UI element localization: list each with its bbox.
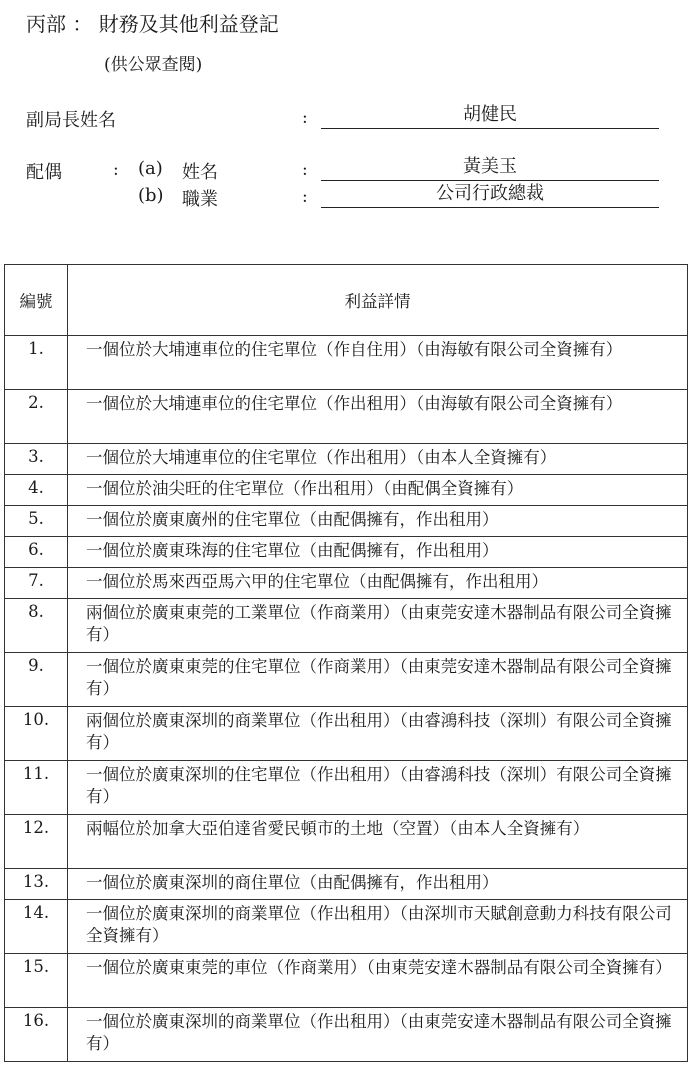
spouse-occupation-colon: : xyxy=(302,187,308,207)
row-number: 7. xyxy=(5,568,68,599)
row-number: 13. xyxy=(5,869,68,900)
row-detail: 一個位於廣東東莞的住宅單位（作商業用）（由東莞安達木器制品有限公司全資擁有） xyxy=(68,653,688,707)
row-detail: 一個位於大埔連車位的住宅單位（作出租用）（由本人全資擁有） xyxy=(68,444,688,475)
row-number: 9. xyxy=(5,653,68,707)
table-row xyxy=(5,869,688,900)
official-name-label: 副局長姓名 xyxy=(26,110,116,131)
spouse-occupation-marker: (b) xyxy=(138,185,164,206)
row-detail: 一個位於馬來西亞馬六甲的住宅單位（由配偶擁有，作出租用） xyxy=(68,568,688,599)
table-row xyxy=(5,954,688,1008)
table-row xyxy=(5,390,688,444)
column-header-number: 編號 xyxy=(5,265,68,336)
interests-table xyxy=(4,264,688,1062)
row-number: 4. xyxy=(5,475,68,506)
table-row xyxy=(5,761,688,815)
table-row xyxy=(5,568,688,599)
row-detail: 一個位於廣東珠海的住宅單位（由配偶擁有，作出租用） xyxy=(68,537,688,568)
row-detail: 兩幅位於加拿大亞伯達省愛民頓市的土地（空置）（由本人全資擁有） xyxy=(68,815,688,869)
row-detail: 一個位於大埔連車位的住宅單位（作出租用）（由海敏有限公司全資擁有） xyxy=(68,390,688,444)
row-number: 12. xyxy=(5,815,68,869)
row-detail: 一個位於廣東深圳的商業單位（作出租用）（由深圳市天賦創意動力科技有限公司全資擁有） xyxy=(68,900,688,954)
spouse-occupation-value: 公司行政總裁 xyxy=(321,183,659,208)
row-number: 10. xyxy=(5,707,68,761)
official-name-value: 胡健民 xyxy=(321,104,659,129)
table-row xyxy=(5,444,688,475)
row-number: 8. xyxy=(5,599,68,653)
row-detail: 兩個位於廣東深圳的商業單位（作出租用）（由睿鴻科技（深圳）有限公司全資擁有） xyxy=(68,707,688,761)
row-detail: 一個位於油尖旺的住宅單位（作出租用）（由配偶全資擁有） xyxy=(68,475,688,506)
row-number: 15. xyxy=(5,954,68,1008)
row-number: 6. xyxy=(5,537,68,568)
table-header-row xyxy=(5,265,688,336)
row-number: 1. xyxy=(5,336,68,390)
table-row xyxy=(5,707,688,761)
table-row xyxy=(5,475,688,506)
row-number: 5. xyxy=(5,506,68,537)
table-row xyxy=(5,653,688,707)
spouse-name-value: 黃美玉 xyxy=(321,156,659,181)
public-inspection-note: (供公眾查閱) xyxy=(104,55,203,75)
spouse-label: 配偶 xyxy=(26,162,62,183)
official-name-colon: : xyxy=(302,108,308,128)
table-row xyxy=(5,599,688,653)
row-detail: 一個位於廣東東莞的車位（作商業用）（由東莞安達木器制品有限公司全資擁有） xyxy=(68,954,688,1008)
table-row xyxy=(5,537,688,568)
row-detail: 一個位於廣東廣州的住宅單位（由配偶擁有，作出租用） xyxy=(68,506,688,537)
spouse-occupation-label: 職業 xyxy=(182,189,218,210)
column-header-details: 利益詳情 xyxy=(68,265,688,336)
spouse-name-marker: (a) xyxy=(138,158,163,179)
table-row xyxy=(5,815,688,869)
row-number: 11. xyxy=(5,761,68,815)
table-row xyxy=(5,900,688,954)
row-detail: 一個位於大埔連車位的住宅單位（作自住用）（由海敏有限公司全資擁有） xyxy=(68,336,688,390)
section-title: 丙部 ： 財務及其他利益登記 xyxy=(26,12,279,36)
row-detail: 一個位於廣東深圳的商業單位（作出租用）（由東莞安達木器制品有限公司全資擁有） xyxy=(68,1008,688,1062)
table-row xyxy=(5,336,688,390)
row-number: 16. xyxy=(5,1008,68,1062)
table-row xyxy=(5,506,688,537)
row-detail: 兩個位於廣東東莞的工業單位（作商業用）（由東莞安達木器制品有限公司全資擁有） xyxy=(68,599,688,653)
spouse-name-colon: : xyxy=(302,160,308,180)
row-detail: 一個位於廣東深圳的商住單位（由配偶擁有，作出租用） xyxy=(68,869,688,900)
table-row xyxy=(5,1008,688,1062)
spouse-name-label: 姓名 xyxy=(182,162,218,183)
row-detail: 一個位於廣東深圳的住宅單位（作出租用）（由睿鴻科技（深圳）有限公司全資擁有） xyxy=(68,761,688,815)
row-number: 3. xyxy=(5,444,68,475)
row-number: 2. xyxy=(5,390,68,444)
row-number: 14. xyxy=(5,900,68,954)
spouse-colon: : xyxy=(113,160,119,180)
